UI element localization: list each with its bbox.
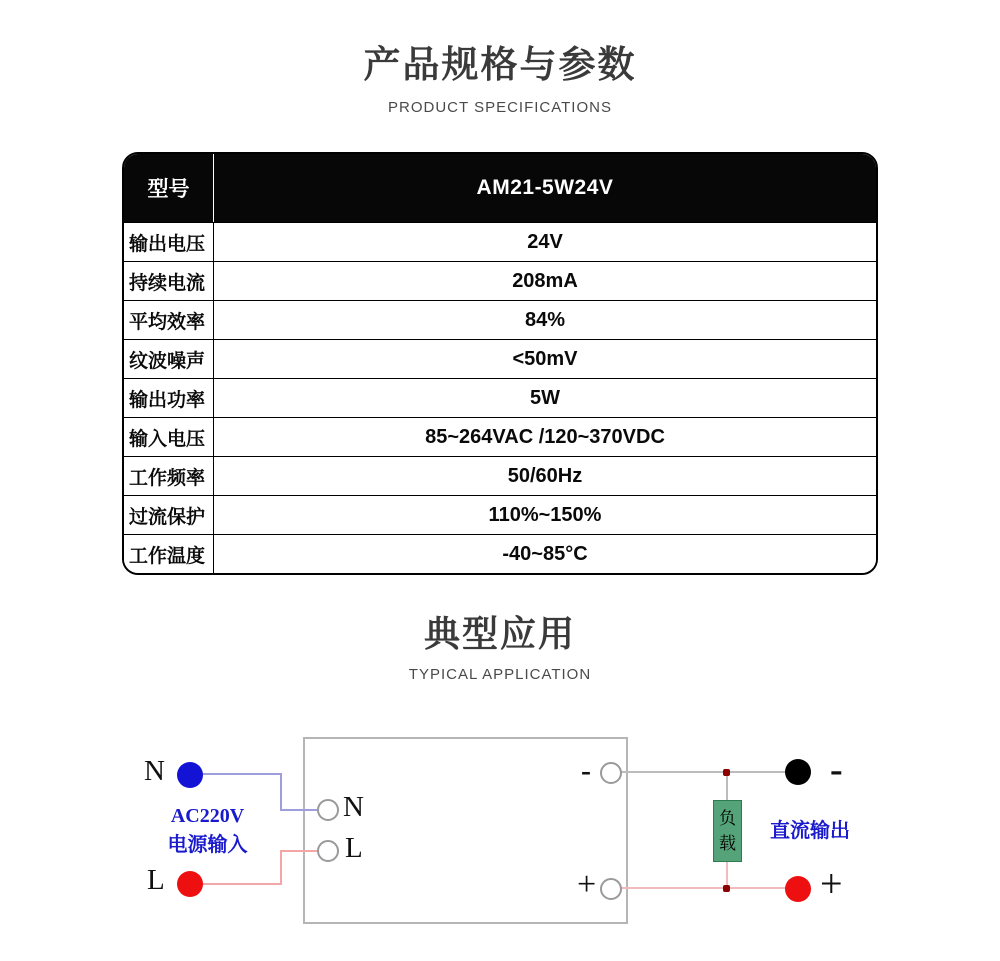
neutral-wire-segment bbox=[280, 809, 318, 811]
input-neutral-label: N bbox=[144, 755, 165, 787]
row-value: -40~85°C bbox=[502, 542, 588, 565]
spec-section-title: 产品规格与参数 bbox=[363, 44, 637, 85]
terminal-minus-label: - bbox=[581, 754, 591, 787]
table-row bbox=[124, 339, 876, 378]
table-row bbox=[124, 456, 876, 495]
negative-output-dot bbox=[785, 759, 811, 785]
row-value: 110%~150% bbox=[488, 503, 602, 526]
terminal-n-circle bbox=[317, 799, 339, 821]
row-label: 输出功率 bbox=[124, 379, 214, 417]
spec-table bbox=[122, 152, 878, 575]
row-label: 过流保护 bbox=[124, 496, 214, 534]
application-section-title: 典型应用 bbox=[423, 613, 576, 654]
table-row bbox=[124, 261, 876, 300]
neutral-wire-segment bbox=[280, 773, 282, 811]
positive-junction-dot bbox=[723, 885, 730, 892]
input-live-label: L bbox=[147, 864, 165, 896]
table-row bbox=[124, 417, 876, 456]
row-label: 工作温度 bbox=[124, 535, 214, 573]
positive-output-dot bbox=[785, 876, 811, 902]
live-wire-segment bbox=[202, 883, 282, 885]
live-wire-segment bbox=[280, 850, 282, 885]
spec-table-header-row bbox=[124, 154, 876, 222]
table-row bbox=[124, 222, 876, 261]
row-label: 输入电压 bbox=[124, 418, 214, 456]
positive-output-wire bbox=[620, 887, 798, 889]
dc-output-label: 直流输出 bbox=[770, 820, 850, 842]
spec-header-label: 型号 bbox=[124, 154, 214, 222]
ac-voltage-text: AC220V bbox=[170, 805, 245, 827]
row-value: 85~264VAC /120~370VDC bbox=[425, 425, 665, 448]
terminal-l-label: L bbox=[345, 832, 363, 864]
negative-output-wire bbox=[620, 771, 798, 773]
spec-header-model-value: AM21-5W24V bbox=[476, 176, 614, 199]
ac-source-text bbox=[150, 802, 265, 860]
load-box: 负载 bbox=[713, 800, 742, 862]
ac-input-text: 电源输入 bbox=[167, 834, 248, 856]
output-plus-label: + bbox=[820, 861, 843, 906]
table-row bbox=[124, 378, 876, 417]
neutral-wire-segment bbox=[202, 773, 282, 775]
row-label: 工作频率 bbox=[124, 457, 214, 495]
output-minus-label: - bbox=[830, 749, 843, 791]
live-wire-segment bbox=[280, 850, 318, 852]
spec-section-subtitle: PRODUCT SPECIFICATIONS bbox=[388, 99, 612, 116]
terminal-minus-circle bbox=[600, 762, 622, 784]
application-section-subtitle: TYPICAL APPLICATION bbox=[408, 666, 592, 683]
terminal-plus-circle bbox=[600, 878, 622, 900]
row-value: 24V bbox=[527, 230, 563, 253]
row-label: 输出电压 bbox=[124, 223, 214, 261]
live-input-dot bbox=[177, 871, 203, 897]
row-label: 持续电流 bbox=[124, 262, 214, 300]
negative-junction-dot bbox=[723, 769, 730, 776]
table-row bbox=[124, 534, 876, 573]
terminal-plus-label: + bbox=[577, 866, 597, 903]
terminal-n-label: N bbox=[343, 791, 364, 823]
row-value: 50/60Hz bbox=[507, 464, 583, 487]
row-value: 208mA bbox=[512, 269, 578, 292]
table-row bbox=[124, 300, 876, 339]
table-row bbox=[124, 495, 876, 534]
row-value: <50mV bbox=[512, 347, 578, 370]
terminal-l-circle bbox=[317, 840, 339, 862]
neutral-input-dot bbox=[177, 762, 203, 788]
row-label: 纹波噪声 bbox=[124, 340, 214, 378]
row-value: 84% bbox=[524, 308, 566, 331]
row-label: 平均效率 bbox=[124, 301, 214, 339]
row-value: 5W bbox=[530, 386, 560, 409]
